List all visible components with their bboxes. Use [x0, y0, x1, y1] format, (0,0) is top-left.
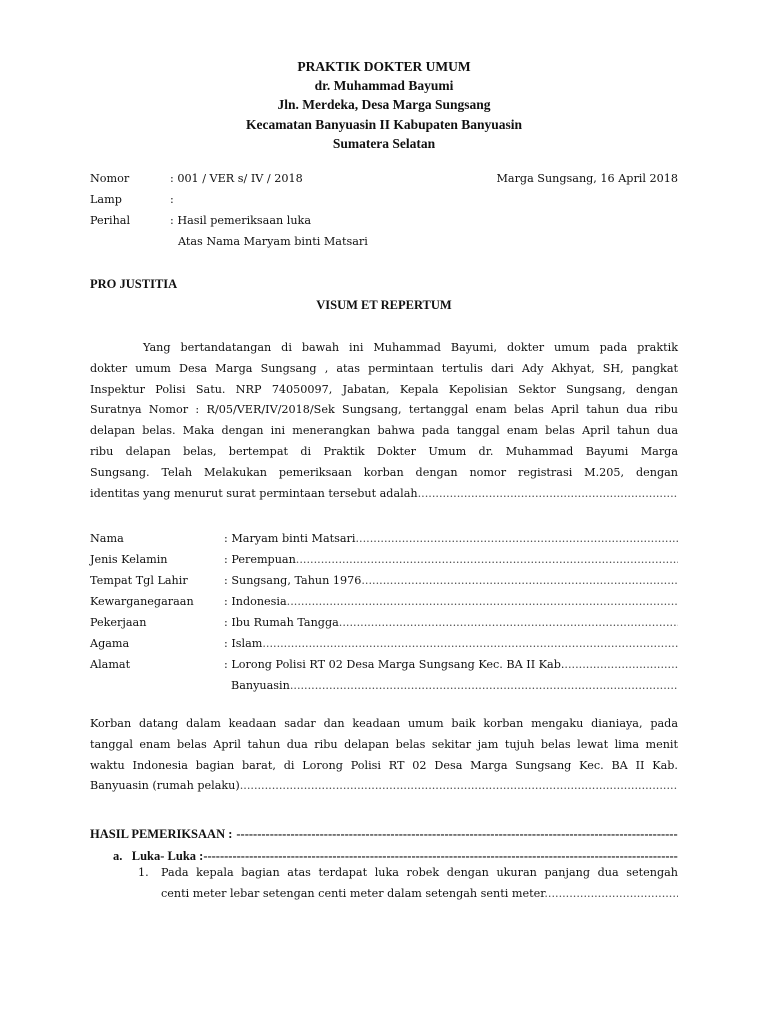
identity-row: [90, 570, 678, 591]
dot-leader: [240, 779, 678, 792]
alamat-continuation: [90, 675, 678, 696]
letterhead-doctor-name: dr. Muhammad Bayumi: [314, 78, 454, 94]
identity-value: : Sungsang, Tahun 1976 .....: [224, 570, 678, 591]
lamp-label: Lamp: [90, 193, 122, 206]
item-1-line-1: Pada kepala bagian atas terdapat luka robek dengan ukuran panjang dua setengah: [161, 866, 678, 879]
nomor-value: : 001 / VER s/ IV / 2018: [170, 172, 303, 185]
identity-row: [90, 591, 678, 612]
letter-date: Marga Sungsang, 16 April 2018: [496, 172, 678, 185]
letterhead-practice-name: PRAKTIK DOKTER UMUM: [297, 59, 471, 74]
identity-value: : Ibu Rumah Tangga .....: [224, 612, 678, 633]
document-title: VISUM ET REPERTUM: [316, 298, 452, 312]
item-1-number: 1.: [138, 866, 149, 879]
intro-line: Suratnya Nomor : R/05/VER/IV/2018/Sek Sungsang, tertanggal enam belas April tahun dua ribu: [90, 403, 678, 417]
letterhead-street: Jln. Merdeka, Desa Marga Sungsang: [277, 97, 491, 113]
intro-line: delapan belas. Maka dengan ini menerangkan bahwa pada tanggal enam belas April tahun dua: [90, 424, 678, 438]
luka-heading-row: [113, 845, 678, 864]
intro-line: Sungsang. Telah Melakukan pemeriksaan korban dengan nomor registrasi M.205, dengan: [90, 465, 678, 479]
alamat-continuation-value: Banyuasin .....: [231, 675, 678, 696]
identity-value: : Islam .....: [224, 633, 678, 654]
item-1-line-2: centi meter lebar setengan centi meter dalam setengah senti meter .....: [161, 887, 678, 900]
nomor-label: Nomor: [90, 172, 130, 185]
identity-row: [90, 633, 678, 654]
intro-line: identitas yang menurut surat permintaan tersebut adalah .....: [90, 487, 678, 500]
identity-value: : Perempuan .....: [224, 549, 678, 570]
intro-line: dokter umum Desa Marga Sungsang , atas permintaan tertulis dari Ady Akhyat, SH, pangkat: [90, 361, 678, 375]
lamp-value: :: [170, 193, 174, 206]
identity-label: Kewarganegaraan: [90, 595, 194, 608]
identity-value: : Maryam binti Matsari .....: [224, 528, 678, 549]
narrative-line: tanggal enam belas April tahun dua ribu delapan belas sekitar jam tujuh belas lewat lima menit: [90, 737, 678, 751]
dot-leader: [418, 487, 678, 500]
narrative-line: Korban datang dalam keadaan sadar dan keadaan umum baik korban mengaku dianiaya, pada: [90, 717, 678, 730]
identity-label: Tempat Tgl Lahir: [90, 574, 188, 587]
hasil-dash-rule: [236, 827, 678, 841]
narrative-line: waktu Indonesia bagian barat, di Lorong Polisi RT 02 Desa Marga Sungsang Kec. BA II Kab.: [90, 758, 678, 772]
identity-row: [90, 549, 678, 570]
perihal-value: : Hasil pemeriksaan luka: [170, 214, 311, 227]
letterhead-district: Kecamatan Banyuasin II Kabupaten Banyuasin: [245, 116, 523, 132]
hasil-heading-row: [90, 823, 678, 842]
letterhead-province: Sumatera Selatan: [332, 135, 436, 151]
intro-line: Yang bertandatangan di bawah ini Muhammad Bayumi, dokter umum pada praktik: [143, 341, 678, 354]
identity-row: [90, 528, 678, 549]
hasil-heading: HASIL PEMERIKSAAN :: [90, 827, 233, 841]
perihal-label: Perihal: [90, 214, 131, 227]
luka-dash-rule: [203, 849, 678, 863]
pro-justitia: PRO JUSTITIA: [90, 277, 178, 291]
luka-heading: a. Luka- Luka :: [113, 849, 204, 863]
perihal-value-cont: Atas Nama Maryam binti Matsari: [178, 235, 368, 248]
identity-value: : Indonesia .....: [224, 591, 678, 612]
identity-label: Jenis Kelamin: [90, 553, 168, 566]
identity-label: Alamat: [90, 658, 131, 671]
letterhead: [0, 57, 768, 153]
intro-line: Inspektur Polisi Satu. NRP 74050097, Jabatan, Kepala Kepolisian Sektor Sungsang, dengan: [90, 382, 678, 396]
narrative-line: Banyuasin (rumah pelaku) .....: [90, 779, 678, 792]
identity-label: Agama: [90, 637, 130, 650]
identity-row: [90, 654, 678, 675]
intro-line: ribu delapan belas, bertempat di Praktik Dokter Umum dr. Muhammad Bayumi Marga: [90, 445, 678, 458]
identity-label: Pekerjaan: [90, 616, 147, 629]
identity-row: [90, 612, 678, 633]
identity-label: Nama: [90, 532, 124, 545]
identity-value: : Lorong Polisi RT 02 Desa Marga Sungsang Kec. BA II Kab. .....: [224, 654, 678, 675]
